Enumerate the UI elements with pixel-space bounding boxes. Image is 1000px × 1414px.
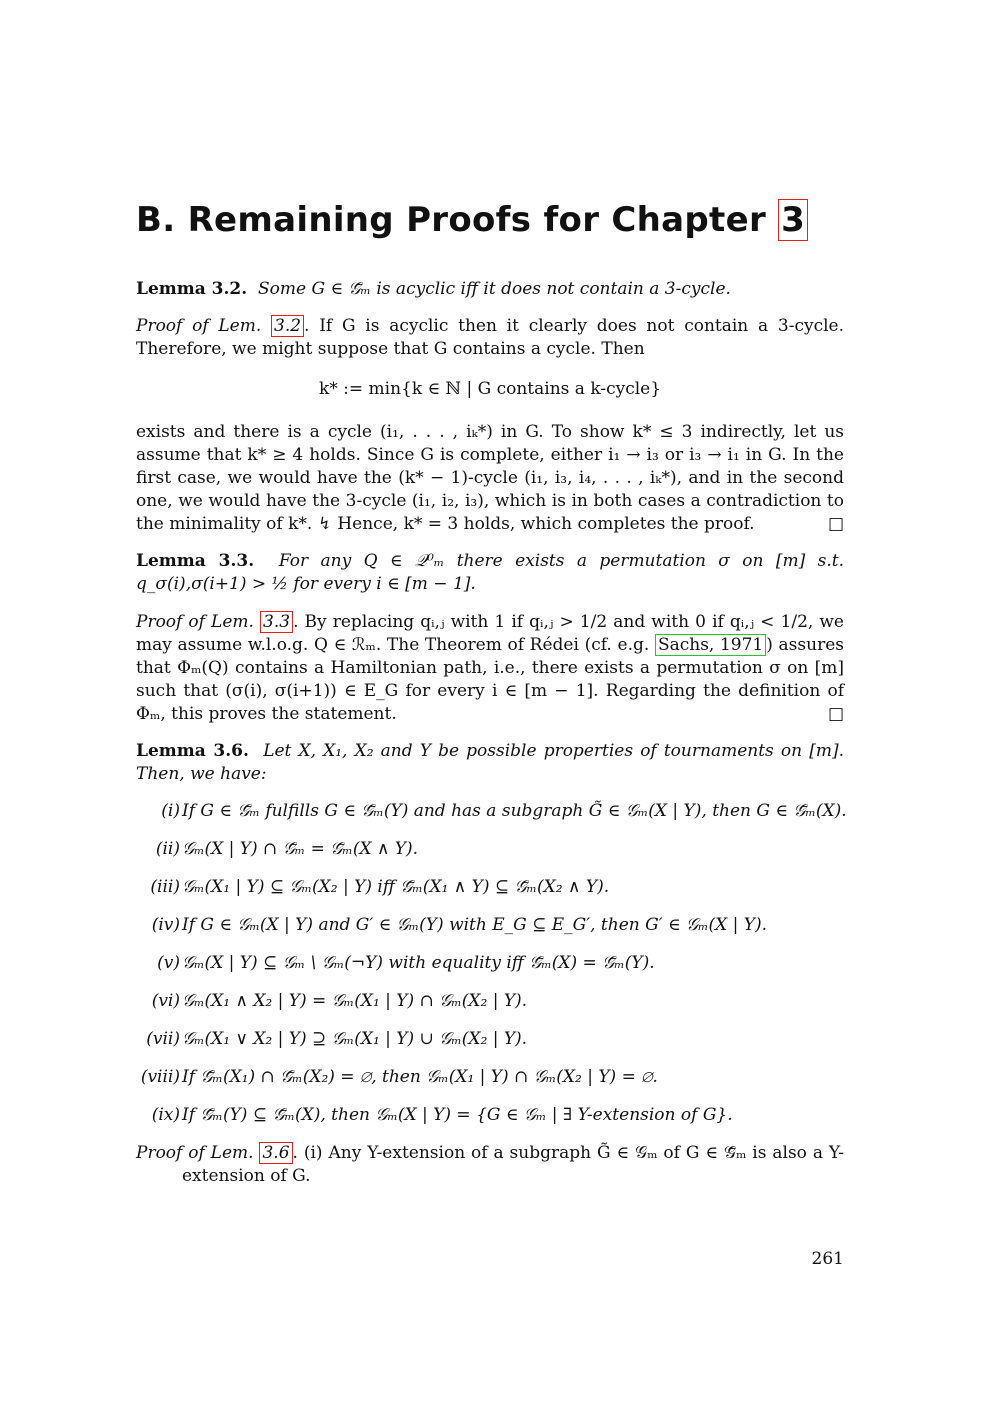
lemma-3-6-items [136, 800, 847, 1142]
list-item-label: (iv) [151, 915, 180, 935]
list-item-text: 𝒢ₘ(X | Y) ∩ 𝒢̄ₘ = 𝒢̄ₘ(X ∧ Y). [182, 839, 419, 859]
lemma-3-3 [136, 550, 844, 596]
list-item [136, 1104, 844, 1142]
proof-3-2 [136, 315, 844, 361]
list-item [136, 1066, 844, 1104]
list-item-text: 𝒢ₘ(X₁ ∨ X₂ | Y) ⊇ 𝒢ₘ(X₁ | Y) ∪ 𝒢ₘ(X₂ | Y). [182, 1029, 528, 1049]
list-item-text: 𝒢ₘ(X | Y) ⊆ 𝒢ₘ \ 𝒢ₘ(¬Y) with equality iff 𝒢̄ₘ(X) = 𝒢̄ₘ(Y). [182, 953, 655, 973]
proof-3-3-para-a: . By replacing qᵢ,ⱼ with 1 if qᵢ,ⱼ > 1/2 and with 0 if qᵢ,ⱼ < 1/2, we may assume w.l.o.g. Q ∈ ℛₘ. The Theorem of Rédei (cf. e.g. [136, 612, 844, 655]
display-equation: k* := min{k ∈ ℕ | G contains a k-cycle} [318, 379, 662, 399]
list-item-label: (i) [161, 801, 180, 821]
lemma-3-2 [136, 278, 844, 301]
proof-3-2-continued [136, 421, 844, 536]
lemma-3-3-statement: For any Q ∈ 𝒬⁰ₘ there exists a permutation σ on [m] s.t. q_σ(i),σ(i+1) > ½ for every i ∈ [m − 1]. [136, 551, 844, 594]
list-item-text: If G ∈ 𝒢̄ₘ fulfills G ∈ 𝒢̄ₘ(Y) and has a subgraph G̃ ∈ 𝒢ₘ(X | Y), then G ∈ 𝒢̄ₘ(X). [182, 801, 847, 821]
list-item-text: 𝒢ₘ(X₁ ∧ X₂ | Y) = 𝒢ₘ(X₁ | Y) ∩ 𝒢ₘ(X₂ | Y). [182, 991, 528, 1011]
list-item-text: 𝒢ₘ(X₁ | Y) ⊆ 𝒢ₘ(X₂ | Y) iff 𝒢̄ₘ(X₁ ∧ Y) ⊆ 𝒢̄ₘ(X₂ ∧ Y). [182, 877, 610, 897]
list-item [136, 914, 844, 952]
list-item-label: (ix) [151, 1105, 180, 1125]
proof-3-3 [136, 611, 844, 726]
list-item [136, 952, 844, 990]
list-item [136, 1028, 844, 1066]
proof-3-6-ref-link[interactable]: 3.6 [259, 1142, 292, 1164]
list-item [136, 800, 847, 838]
proof-3-6-text: . (i) Any Y-extension of a subgraph G̃ ∈ 𝒢ₘ of G ∈ 𝒢̄ₘ is also a Y-extension of G. [182, 1143, 844, 1186]
chapter-title [136, 198, 808, 242]
lemma-3-3-head: Lemma 3.3. [136, 551, 255, 571]
page-number: 261 [811, 1249, 844, 1269]
proof-3-6 [136, 1142, 844, 1188]
enumerated-list [136, 800, 847, 1142]
list-item-text: If 𝒢̄ₘ(X₁) ∩ 𝒢̄ₘ(X₂) = ∅, then 𝒢ₘ(X₁ | Y) ∩ 𝒢ₘ(X₂ | Y) = ∅. [182, 1067, 658, 1087]
lemma-3-6-statement: Let X, X₁, X₂ and Y be possible properties of tournaments on [m]. Then, we have: [136, 741, 844, 784]
list-item-label: (v) [157, 953, 180, 973]
list-item [136, 876, 844, 914]
chapter-title-text: B. Remaining Proofs for Chapter [136, 200, 779, 240]
list-item [136, 838, 844, 876]
list-item-label: (vii) [146, 1029, 180, 1049]
list-item-label: (ii) [155, 839, 180, 859]
list-item-label: (vi) [151, 991, 180, 1011]
proof-3-3-ref-link[interactable]: 3.3 [260, 611, 293, 633]
lemma-3-2-head: Lemma 3.2. [136, 279, 248, 299]
qed-symbol: □ [827, 514, 844, 534]
proof-3-2-ref-link[interactable]: 3.2 [271, 315, 304, 337]
proof-3-6-head: Proof of Lem. [136, 1143, 254, 1163]
qed-symbol: □ [827, 704, 844, 724]
citation-link[interactable]: Sachs, 1971 [655, 634, 766, 656]
proof-3-2-para-2: exists and there is a cycle (i₁, . . . , iₖ*) in G. To show k* ≤ 3 indirectly, let us assume that k* ≥ 4 holds. Since G is complete, either i₁ → i₃ or i₃ → i₁ in G. In the first case, we would have the (k* − 1)-cycle (i₁, i₃, i₄, . . . , iₖ*), and in the second one, we would have the 3-cycle (i₁, i₂, i₃), which is in both cases a contradiction to the minimality of k*. ↯ Hence, k* = 3 holds, which completes the proof. [136, 422, 844, 534]
chapter-ref-link[interactable]: 3 [778, 199, 808, 241]
lemma-3-6 [136, 740, 844, 786]
lemma-3-2-statement: Some G ∈ 𝒢̄ₘ is acyclic iff it does not contain a 3-cycle. [258, 279, 731, 299]
list-item [136, 990, 844, 1028]
list-item-text: If 𝒢̄ₘ(Y) ⊆ 𝒢̄ₘ(X), then 𝒢ₘ(X | Y) = {G ∈ 𝒢ₘ | ∃ Y-extension of G}. [182, 1105, 733, 1125]
proof-3-2-head: Proof of Lem. [136, 316, 262, 336]
proof-3-2-para-1: . If G is acyclic then it clearly does not contain a 3-cycle. Therefore, we might suppose that G contains a cycle. Then [136, 316, 844, 359]
list-item-label: (iii) [150, 877, 180, 897]
list-item-label: (viii) [140, 1067, 180, 1087]
list-item-text: If G ∈ 𝒢ₘ(X | Y) and G′ ∈ 𝒢ₘ(Y) with E_G ⊆ E_G′, then G′ ∈ 𝒢ₘ(X | Y). [182, 915, 768, 935]
proof-3-3-head: Proof of Lem. [136, 612, 254, 632]
lemma-3-6-head: Lemma 3.6. [136, 741, 249, 761]
proof-3-2-display [136, 378, 844, 401]
proof-3-3-para-b: ) assures that Φₘ(Q) contains a Hamiltonian path, i.e., there exists a permutation σ on [m] such that (σ(i), σ(i+1)) ∈ E_G for every i ∈ [m − 1]. Regarding the definition of Φₘ, this proves the statement. [136, 635, 844, 724]
